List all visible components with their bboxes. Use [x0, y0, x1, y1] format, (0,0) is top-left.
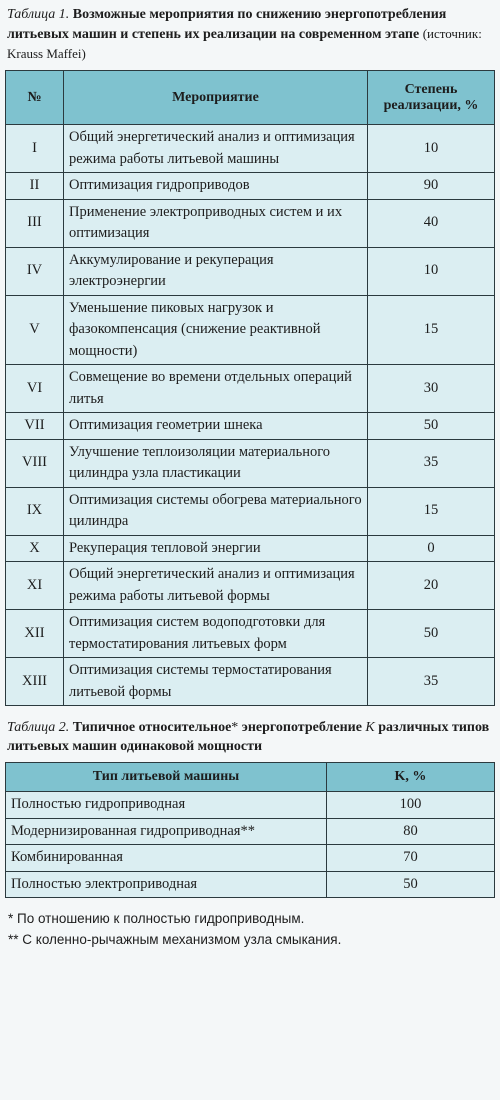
table1-header-value: Степень реализации, %: [368, 71, 495, 125]
row-value: 100: [327, 792, 495, 819]
row-value: 90: [368, 173, 495, 200]
row-measure: Оптимизация гидроприводов: [64, 173, 368, 200]
row-machine-type: Полностью гидроприводная: [6, 792, 327, 819]
table2-caption-k: K: [365, 720, 375, 735]
row-measure: Оптимизация системы термостатирования литьевой формы: [64, 658, 368, 706]
row-measure: Улучшение теплоизоляции материального цилиндра узла пластикации: [64, 439, 368, 487]
table2-body: [6, 792, 495, 898]
footnote: ** С коленно-рычажным механизмом узла смыкания.: [8, 932, 342, 947]
table-row: [6, 413, 495, 440]
table1-header-num: №: [6, 71, 64, 125]
table2: [5, 762, 495, 898]
row-number: X: [6, 535, 64, 562]
row-measure: Оптимизация систем водоподготовки для термостатирования литьевых форм: [64, 610, 368, 658]
row-number: XIII: [6, 658, 64, 706]
row-value: 35: [368, 658, 495, 706]
row-measure: Общий энергетический анализ и оптимизация режима работы литьевой машины: [64, 125, 368, 173]
table-row: [6, 562, 495, 610]
row-value: 10: [368, 247, 495, 295]
table-row: [6, 818, 495, 845]
row-number: II: [6, 173, 64, 200]
table1-caption: [5, 5, 495, 64]
row-number: IX: [6, 487, 64, 535]
table-row: [6, 845, 495, 872]
table-row: [6, 439, 495, 487]
row-measure: Применение электроприводных систем и их оптимизация: [64, 199, 368, 247]
row-number: I: [6, 125, 64, 173]
row-machine-type: Модернизированная гидроприводная**: [6, 818, 327, 845]
table2-caption-star: *: [231, 720, 239, 735]
row-value: 10: [368, 125, 495, 173]
table-row: [6, 199, 495, 247]
row-value: 40: [368, 199, 495, 247]
row-number: XI: [6, 562, 64, 610]
table1-body: [6, 125, 495, 706]
table2-caption-title-a: Типичное относительное: [72, 720, 232, 735]
row-measure: Оптимизация системы обогрева материального цилиндра: [64, 487, 368, 535]
table1-caption-number: Таблица 1.: [7, 7, 70, 22]
table2-header-value: K, %: [327, 763, 495, 792]
table-row: [6, 535, 495, 562]
table-row: [6, 125, 495, 173]
table2-header-row: [6, 763, 495, 792]
table-row: [6, 487, 495, 535]
row-number: IV: [6, 247, 64, 295]
row-value: 80: [327, 818, 495, 845]
table-row: [6, 610, 495, 658]
row-measure: Аккумулирование и рекуперация электроэнергии: [64, 247, 368, 295]
table2-caption: [5, 718, 495, 756]
row-measure: Совмещение во времени отдельных операций литья: [64, 365, 368, 413]
table1-header-measure: Мероприятие: [64, 71, 368, 125]
table1-caption-title: Возможные мероприятия по снижению энергопотребления литьевых машин и степень их реализации на современном этапе: [7, 7, 447, 42]
table-row: [6, 792, 495, 819]
row-value: 20: [368, 562, 495, 610]
table2-caption-title-c: различных типов литьевых машин одинаковой мощности: [7, 720, 490, 754]
row-measure: Оптимизация геометрии шнека: [64, 413, 368, 440]
row-measure: Уменьшение пиковых нагрузок и фазокомпенсация (снижение реактивной мощности): [64, 295, 368, 365]
row-value: 30: [368, 365, 495, 413]
row-value: 0: [368, 535, 495, 562]
row-number: V: [6, 295, 64, 365]
table-row: [6, 295, 495, 365]
row-measure: Рекуперация тепловой энергии: [64, 535, 368, 562]
row-number: XII: [6, 610, 64, 658]
row-number: VIII: [6, 439, 64, 487]
footnotes: [5, 908, 495, 950]
row-value: 35: [368, 439, 495, 487]
table2-header-type: Тип литьевой машины: [6, 763, 327, 792]
table2-caption-title-b: энергопотребление: [241, 720, 362, 735]
row-value: 70: [327, 845, 495, 872]
footnote: * По отношению к полностью гидроприводным.: [8, 911, 305, 926]
row-value: 50: [327, 871, 495, 898]
row-number: VII: [6, 413, 64, 440]
table1-caption-source: (источник: Krauss Maffei): [7, 26, 482, 61]
table-row: [6, 247, 495, 295]
row-number: VI: [6, 365, 64, 413]
row-number: III: [6, 199, 64, 247]
row-value: 50: [368, 610, 495, 658]
table1: [5, 70, 495, 706]
table-row: [6, 365, 495, 413]
row-value: 15: [368, 487, 495, 535]
row-value: 15: [368, 295, 495, 365]
table-row: [6, 658, 495, 706]
row-value: 50: [368, 413, 495, 440]
table-row: [6, 173, 495, 200]
table1-header-row: [6, 71, 495, 125]
table-row: [6, 871, 495, 898]
row-machine-type: Комбинированная: [6, 845, 327, 872]
table2-caption-number: Таблица 2.: [7, 720, 70, 735]
row-machine-type: Полностью электроприводная: [6, 871, 327, 898]
row-measure: Общий энергетический анализ и оптимизация режима работы литьевой формы: [64, 562, 368, 610]
